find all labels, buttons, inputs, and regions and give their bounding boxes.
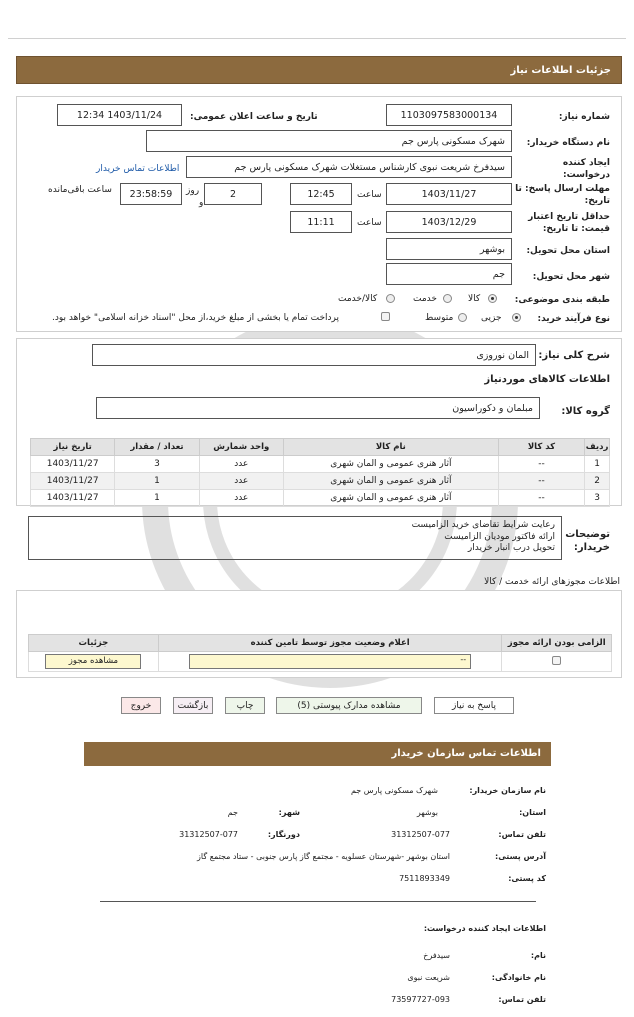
contact-postal-label: کد پستی: — [508, 874, 546, 883]
creator-name: سیدفرخ — [423, 951, 450, 960]
contact-address: استان بوشهر -شهرستان عسلویه - مجتمع گاز پارس جنوبی - ستاد مجتمع گاز — [197, 852, 450, 861]
category-option-both: کالا/خدمت — [338, 294, 378, 304]
announce-label: تاریخ و ساعت اعلان عمومی: — [190, 112, 318, 122]
cell-qty: 1 — [115, 473, 199, 490]
remaining-time-field: 23:58:59 — [120, 183, 182, 205]
contact-province-label: استان: — [519, 808, 546, 817]
days-label: روز — [186, 186, 200, 196]
buyer-note-line: رعایت شرایط تقاضای خرید الزامیست — [411, 520, 555, 530]
col-qty: تعداد / مقدار — [115, 439, 199, 456]
creator-name-label: نام: — [530, 951, 546, 960]
license-required-checkbox[interactable] — [552, 656, 561, 665]
goods-info-title: اطلاعات کالاهای موردنیاز — [484, 374, 610, 385]
cell-name: آثار هنری عمومی و المان شهری — [283, 473, 498, 490]
creator-phone: 73597727-093 — [391, 995, 450, 1004]
creator-label: ایجاد کننده — [562, 158, 610, 168]
province-label: استان محل تحویل: — [526, 246, 610, 256]
validity-time-field: 11:11 — [290, 211, 352, 233]
buyer-notes-label-2: خریدار: — [573, 542, 610, 553]
deadline-time-field: 12:45 — [290, 183, 352, 205]
buyer-notes-box — [28, 516, 562, 560]
creator-info-title: اطلاعات ایجاد کننده درخواست: — [423, 924, 546, 933]
buyer-contact-link[interactable]: اطلاعات تماس خریدار — [96, 164, 180, 174]
contact-title: اطلاعات تماس سازمان خریدار — [84, 742, 551, 766]
table-row — [29, 652, 612, 672]
cell-qty: 1 — [115, 490, 199, 507]
city-field: جم — [386, 263, 512, 285]
cell-code: -- — [498, 456, 584, 473]
need-number-field: 1103097583000134 — [386, 104, 512, 126]
category-radio-both[interactable] — [386, 294, 395, 303]
table-row[interactable] — [31, 473, 610, 490]
cell-qty: 3 — [115, 456, 199, 473]
contact-divider — [100, 901, 536, 902]
contact-phone: 31312507-077 — [391, 830, 450, 839]
attachments-button[interactable]: مشاهده مدارک پیوستی (5) — [276, 697, 422, 714]
exit-button[interactable]: خروج — [121, 697, 161, 714]
buyer-note-line: ارائه فاکتور مودیان الزامیست — [444, 531, 555, 542]
cell-unit: عدد — [199, 456, 283, 473]
view-license-button[interactable]: مشاهده مجوز — [45, 654, 141, 669]
cell-unit: عدد — [199, 473, 283, 490]
col-code: کد کالا — [498, 439, 584, 456]
city-label: شهر محل تحویل: — [532, 272, 610, 282]
category-option-service: خدمت — [413, 294, 437, 304]
deadline-label-2: تاریخ: — [584, 196, 610, 206]
cell-code: -- — [498, 490, 584, 507]
print-button[interactable]: چاپ — [225, 697, 265, 714]
contact-fax-label: دورنگار: — [267, 830, 300, 839]
reply-button[interactable]: پاسخ به نیاز — [434, 697, 514, 714]
validity-label: حداقل تاریخ اعتبار — [528, 212, 610, 222]
category-label: طبقه بندی موضوعی: — [514, 295, 610, 305]
cell-unit: عدد — [199, 490, 283, 507]
col-unit: واحد شمارش — [199, 439, 283, 456]
treasury-payment-checkbox[interactable] — [381, 312, 390, 321]
category-radio-goods[interactable] — [488, 294, 497, 303]
col-details: جزئیات — [29, 635, 159, 652]
process-radio-minor[interactable] — [512, 313, 521, 322]
process-radio-medium[interactable] — [458, 313, 467, 322]
col-required: الزامی بودن ارائه مجوز — [502, 635, 612, 652]
buyer-org-label: نام دستگاه خریدار: — [526, 138, 610, 148]
cell-date: 1403/11/27 — [31, 490, 115, 507]
goods-group-label: گروه کالا: — [561, 406, 610, 417]
license-status-field: -- — [189, 654, 471, 669]
contact-province: بوشهر — [416, 808, 438, 817]
summary-label: شرح کلی نیاز: — [538, 350, 610, 361]
deadline-label: مهلت ارسال پاسخ: تا — [515, 184, 610, 194]
col-status: اعلام وضعیت مجوز توسط تامین کننده — [158, 635, 502, 652]
cell-row: 1 — [585, 456, 610, 473]
summary-field: المان نوروزی — [92, 344, 536, 366]
contact-address-label: آدرس پستی: — [495, 852, 546, 861]
creator-label-2: درخواست: — [563, 170, 610, 180]
payment-note: پرداخت تمام یا بخشی از مبلغ خرید،از محل "اسناد خزانه اسلامی" خواهد بود. — [52, 313, 340, 323]
top-divider — [8, 38, 626, 39]
col-row: ردیف — [585, 439, 610, 456]
contact-org: شهرک مسکونی پارس جم — [350, 786, 438, 795]
goods-group-field: مبلمان و دکوراسیون — [96, 397, 540, 419]
days-field: 2 — [204, 183, 262, 205]
goods-table — [30, 438, 610, 507]
process-option-minor: جزیی — [481, 313, 502, 323]
category-option-goods: کالا — [468, 294, 481, 304]
cell-row: 2 — [585, 473, 610, 490]
col-date: تاریخ نیاز — [31, 439, 115, 456]
cell-date: 1403/11/27 — [31, 473, 115, 490]
licenses-title: اطلاعات مجوزهای ارائه خدمت / کالا — [484, 577, 620, 587]
table-row[interactable] — [31, 490, 610, 507]
buyer-org-field: شهرک مسکونی پارس جم — [146, 130, 512, 152]
cell-row: 3 — [585, 490, 610, 507]
validity-time-label: ساعت — [357, 218, 382, 228]
process-option-medium: متوسط — [425, 313, 454, 323]
panel-title: جزئیات اطلاعات نیاز — [16, 56, 622, 84]
cell-name: آثار هنری عمومی و المان شهری — [283, 490, 498, 507]
licenses-table — [28, 634, 612, 672]
deadline-date-field: 1403/11/27 — [386, 183, 512, 205]
need-number-label: شماره نیاز: — [558, 112, 610, 122]
remaining-label: ساعت باقی‌مانده — [48, 185, 112, 195]
creator-field: سیدفرخ شریعت نبوی کارشناس مستغلات شهرک مسکونی پارس جم — [186, 156, 512, 178]
province-field: بوشهر — [386, 238, 512, 260]
cell-code: -- — [498, 473, 584, 490]
deadline-time-label: ساعت — [357, 190, 382, 200]
contact-org-label: نام سازمان خریدار: — [469, 786, 546, 795]
validity-date-field: 1403/12/29 — [386, 211, 512, 233]
back-button[interactable]: بازگشت — [173, 697, 213, 714]
contact-postal: 7511893349 — [399, 874, 450, 883]
creator-family: شریعت نبوی — [407, 973, 450, 982]
announce-field: 1403/11/24 12:34 — [57, 104, 182, 126]
contact-phone-label: تلفن تماس: — [498, 830, 546, 839]
table-row[interactable] — [31, 456, 610, 473]
buyer-note-line: تحویل درب انبار خریدار — [467, 543, 555, 553]
cell-name: آثار هنری عمومی و المان شهری — [283, 456, 498, 473]
and-label: و — [199, 198, 204, 208]
buyer-notes-label: توضیحات — [565, 529, 610, 540]
category-radio-service[interactable] — [443, 294, 452, 303]
contact-city: جم — [227, 808, 238, 817]
creator-family-label: نام خانوادگی: — [491, 973, 546, 982]
contact-fax: 31312507-077 — [179, 830, 238, 839]
process-label: نوع فرآیند خرید: — [537, 314, 610, 324]
contact-city-label: شهر: — [278, 808, 300, 817]
cell-date: 1403/11/27 — [31, 456, 115, 473]
creator-phone-label: تلفن تماس: — [498, 995, 546, 1004]
validity-label-2: قیمت: تا تاریخ: — [542, 224, 610, 234]
col-name: نام کالا — [283, 439, 498, 456]
